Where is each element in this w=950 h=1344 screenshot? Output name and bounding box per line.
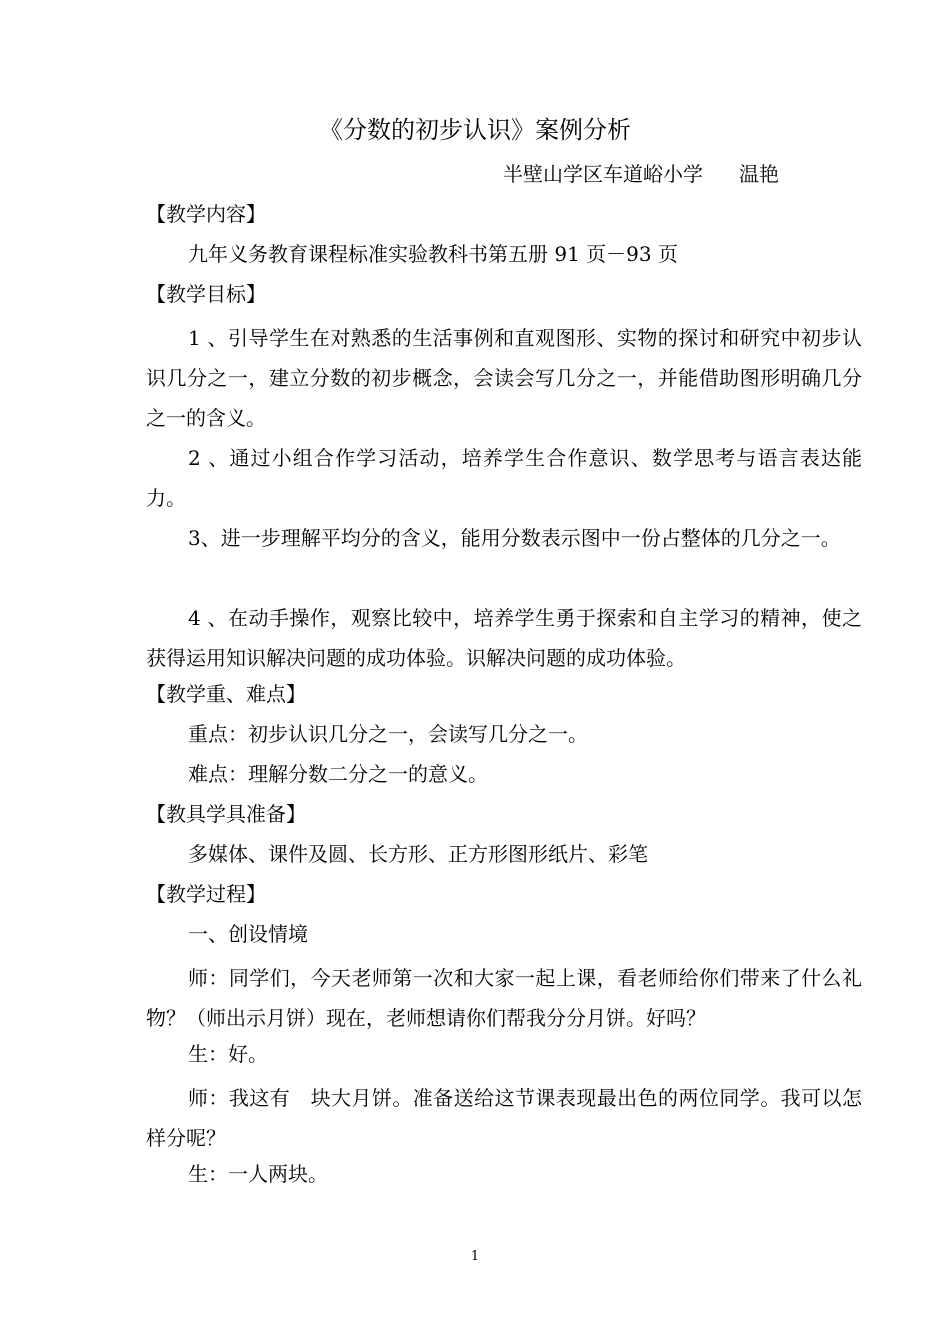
dialog-teacher-2: 师：我这有 块大月饼。准备送给这节课表现最出色的两位同学。我可以怎样分呢？ [146, 1086, 862, 1150]
author-school: 半壁山学区车道峪小学 [503, 162, 703, 186]
section-heading-key-points: 【教学重、难点】 [146, 682, 306, 706]
page-number: 1 [470, 1249, 480, 1264]
goal-item-2: 2 、通过小组合作学习活动，培养学生合作意识、数学思考与语言表达能力。 [146, 446, 862, 510]
dialog-teacher-1: 师：同学们，今天老师第一次和大家一起上课，看老师给你们带来了什么礼物？（师出示月饼）现在，老师想请你们帮我分分月饼。好吗？ [146, 966, 862, 1030]
goal-item-4: 4 、在动手操作，观察比较中，培养学生勇于探索和自主学习的精神，使之获得运用知识解决问题的成功体验。识解决问题的成功体验。 [146, 606, 862, 670]
section-heading-process: 【教学过程】 [146, 882, 266, 906]
section-heading-content: 【教学内容】 [146, 202, 266, 226]
author-name: 温艳 [739, 162, 779, 186]
difficult-point-text: 难点：理解分数二分之一的意义。 [188, 762, 488, 786]
tools-text: 多媒体、课件及圆、长方形、正方形图形纸片、彩笔 [188, 842, 648, 866]
key-point-text: 重点：初步认识几分之一，会读写几分之一。 [188, 722, 588, 746]
content-text: 九年义务教育课程标准实验教科书第五册 91 页－93 页 [188, 242, 678, 266]
document-title: 《分数的初步认识》案例分析 [319, 116, 631, 144]
goal-item-3: 3、进一步理解平均分的含义，能用分数表示图中一份占整体的几分之一。 [188, 526, 841, 550]
section-heading-tools: 【教具学具准备】 [146, 802, 306, 826]
author-line [503, 158, 779, 190]
section-heading-goals: 【教学目标】 [146, 282, 266, 306]
process-step-1: 一、创设情境 [188, 922, 308, 946]
dialog-student-2: 生：一人两块。 [188, 1162, 328, 1186]
dialog-student-1: 生：好。 [188, 1042, 268, 1066]
goal-item-1: 1 、引导学生在对熟悉的生活事例和直观图形、实物的探讨和研究中初步认识几分之一，建立分数的初步概念，会读会写几分之一，并能借助图形明确几分之一的含义。 [146, 326, 862, 430]
